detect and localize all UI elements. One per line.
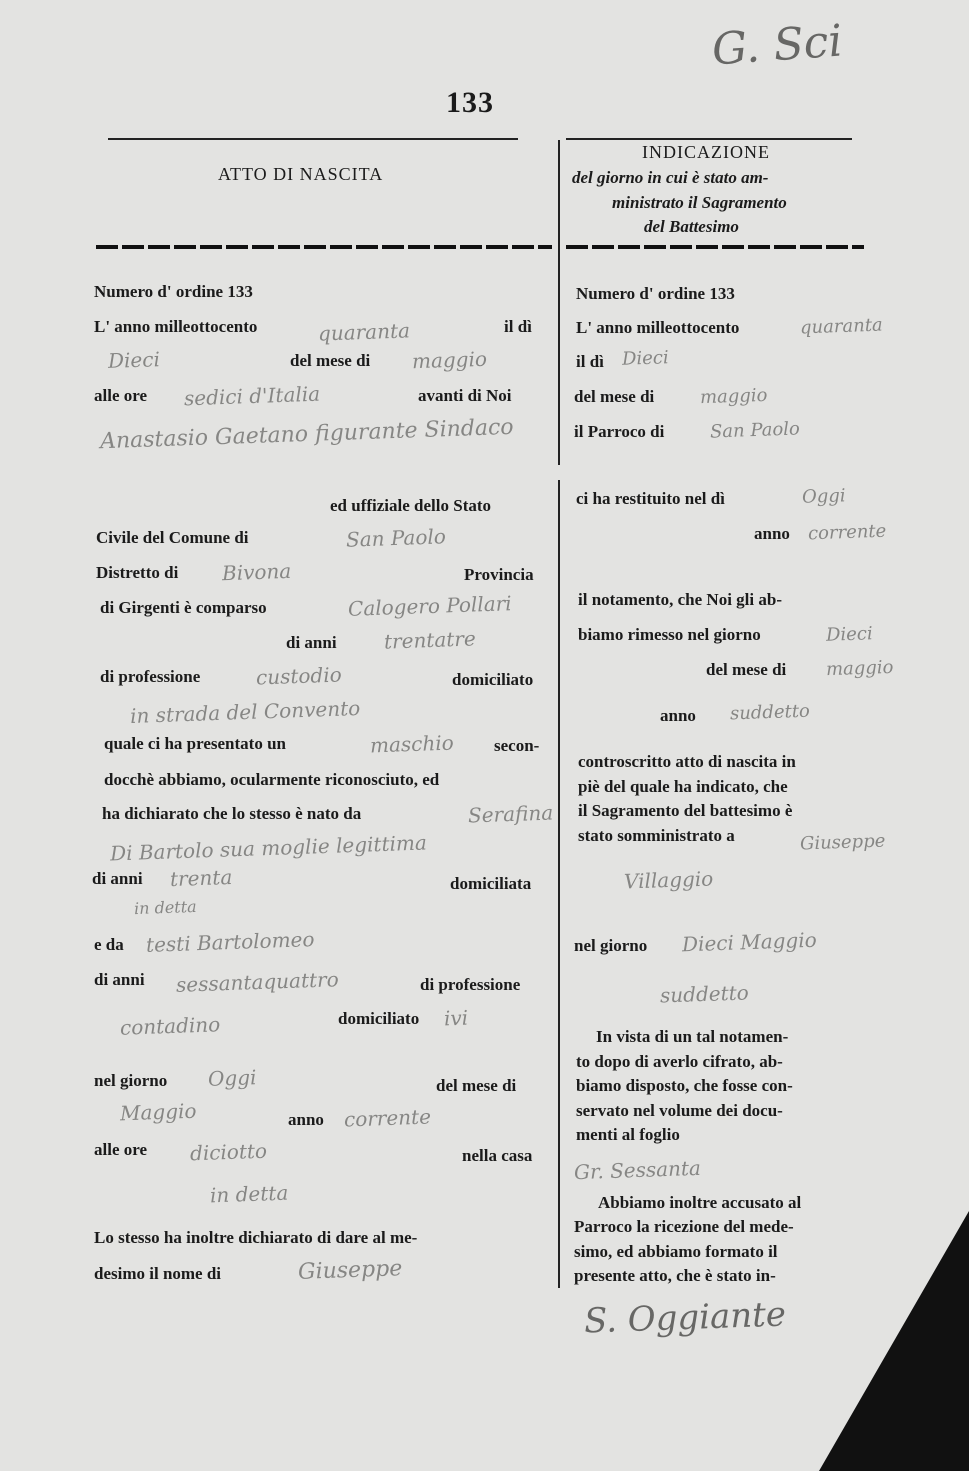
right-line-9: biamo rimesso nel giorno [578,625,761,644]
right-line-18: to dopo di averlo cifrato, ab- [576,1052,783,1071]
left-line-7a: Distretto di [96,563,179,582]
left-line-4a: alle ore [94,386,148,405]
right-line-12: controscritto atto di nascita in [578,752,796,771]
left-line-12: docchè abbiamo, ocularmente riconosciuto, ed [104,770,440,789]
rhw-mese2: maggio [825,656,894,681]
left-line-13: ha dichiarato che lo stesso è nato da [102,804,362,823]
left-line-16b: di professione [420,975,521,994]
hw-dom3: ivi [443,1005,469,1031]
right-line-25: presente atto, che è stato in- [574,1266,776,1285]
left-line-22: desimo il nome di [94,1264,222,1283]
left-line-20b: nella casa [462,1146,533,1165]
right-line-8: il notamento, che Noi gli ab- [578,590,782,609]
hw-di: Dieci [107,347,161,373]
hw-officer: Anastasio Gaetano figurante Sindaco [99,414,514,455]
hw-anni: trentatre [383,626,477,654]
right-line-21: menti al foglio [576,1125,680,1144]
rhw-anno3: suddetto [729,700,811,725]
left-line-6: Civile del Comune di [96,528,249,547]
rhw-signature: S. Oggiante [583,1294,787,1342]
left-line-20a: alle ore [94,1140,148,1159]
hw-mese: maggio [411,346,488,374]
header-rule-left [108,138,518,140]
hw-mese2: Maggio [119,1098,197,1126]
right-line-17: In vista di un tal notamen- [596,1027,789,1046]
right-line-20: servato nel volume dei docu- [576,1101,783,1120]
hw-distretto: Bivona [221,558,292,586]
right-line-24: simo, ed abbiamo formato il [574,1242,778,1261]
left-line-4b: avanti di Noi [418,386,512,405]
rhw-anno2: corrente [807,520,887,545]
rhw-anno: quaranta [799,314,884,339]
left-line-5: ed uffiziale dello Stato [330,496,492,515]
rhw-mese: maggio [699,384,768,409]
left-line-2b: il dì [504,317,532,336]
hw-anno: quaranta [317,318,411,346]
left-line-14b: domiciliata [450,874,532,893]
right-line-16: nel giorno [574,936,648,955]
right-line-15: stato somministrato a [578,826,735,845]
hw-campagna: contadino [119,1012,221,1040]
right-line-2: L' anno milleottocento [576,318,740,337]
rhw-nelgiorno: Dieci Maggio [681,927,818,957]
right-line-11: anno [660,706,696,725]
left-line-19: anno [288,1110,324,1129]
top-signature: G. Sci [710,15,845,76]
hw-presentato: maschio [369,730,455,758]
hw-ore: sedici d'Italia [183,381,321,411]
left-line-1: Numero d' ordine 133 [94,282,253,301]
left-line-3: del mese di [290,351,371,370]
left-line-18b: del mese di [436,1076,517,1095]
right-line-1: Numero d' ordine 133 [576,284,735,303]
right-line-23: Parroco la ricezione del mede- [574,1217,794,1236]
left-line-17: domiciliato [338,1009,420,1028]
rhw-parroco: San Paolo [709,418,801,443]
page-corner-shadow [819,1211,969,1471]
right-line-19: biamo disposto, che fosse con- [576,1076,793,1095]
left-line-11a: quale ci ha presentato un [104,734,286,753]
left-line-21: Lo stesso ha inoltre dichiarato di dare al me- [94,1228,418,1247]
rhw-somm: Giuseppe [799,830,886,855]
hw-anni2: trenta [169,864,233,892]
left-line-16a: di anni [94,970,145,989]
left-line-9: di anni [286,633,337,652]
right-subtitle-1: del giorno in cui è stato am- [572,168,769,187]
hw-dom: in strada del Convento [129,695,361,729]
hw-anni3: sessantaquattro [175,967,340,997]
hw-sua: Di Bartolo sua moglie legittima [109,830,428,866]
right-line-10: del mese di [706,660,787,679]
left-line-11b: secon- [494,736,540,755]
left-line-15: e da [94,935,124,954]
left-line-7b: Provincia [464,565,534,584]
hw-anno2: corrente [343,1104,432,1132]
right-line-3: il dì [576,352,604,371]
left-line-2a: L' anno milleottocento [94,317,258,336]
header-rule-right [566,138,852,140]
hw-giorno: Oggi [207,1065,257,1091]
left-line-8: di Girgenti è comparso [100,598,267,617]
rhw-di: Dieci [621,347,670,370]
right-line-22: Abbiamo inoltre accusato al [598,1193,802,1212]
rhw-foglio: Gr. Sessanta [573,1155,702,1185]
page-number: 133 [446,86,494,119]
dashed-rule-right [566,245,864,249]
hw-nome: Giuseppe [297,1256,403,1285]
left-line-10a: di professione [100,667,201,686]
hw-casa: in detta [209,1180,289,1208]
left-title: ATTO DI NASCITA [218,164,384,184]
column-divider-top [558,140,560,465]
right-line-7: anno [754,524,790,543]
rhw-villaggio: Villaggio [623,866,714,894]
column-divider-bottom [558,480,560,1288]
left-line-10b: domiciliato [452,670,534,689]
dashed-rule-left [96,245,552,249]
hw-comparso: Calogero Pollari [347,591,512,621]
right-line-14: il Sagramento del battesimo è [578,801,793,820]
right-subtitle-2: ministrato il Sagramento [612,193,787,212]
right-line-6: ci ha restituito nel dì [576,489,725,508]
rhw-giorno: Dieci [825,623,874,646]
left-line-14a: di anni [92,869,143,888]
rhw-resti: Oggi [801,485,846,508]
right-line-13: piè del quale ha indicato, che [578,777,788,796]
hw-prof: custodio [255,662,343,690]
hw-eda: testi Bartolomeo [145,927,315,957]
hw-nato: Serafina [467,800,554,828]
rhw-suddetto: suddetto [659,980,750,1008]
right-title: INDICAZIONE [642,142,770,162]
left-line-18a: nel giorno [94,1071,168,1090]
right-subtitle-3: del Battesimo [644,217,739,236]
hw-dom2: in detta [133,896,197,919]
right-line-5: il Parroco di [574,422,665,441]
right-line-4: del mese di [574,387,655,406]
hw-comune: San Paolo [345,524,447,552]
hw-ore2: diciotto [189,1138,268,1166]
